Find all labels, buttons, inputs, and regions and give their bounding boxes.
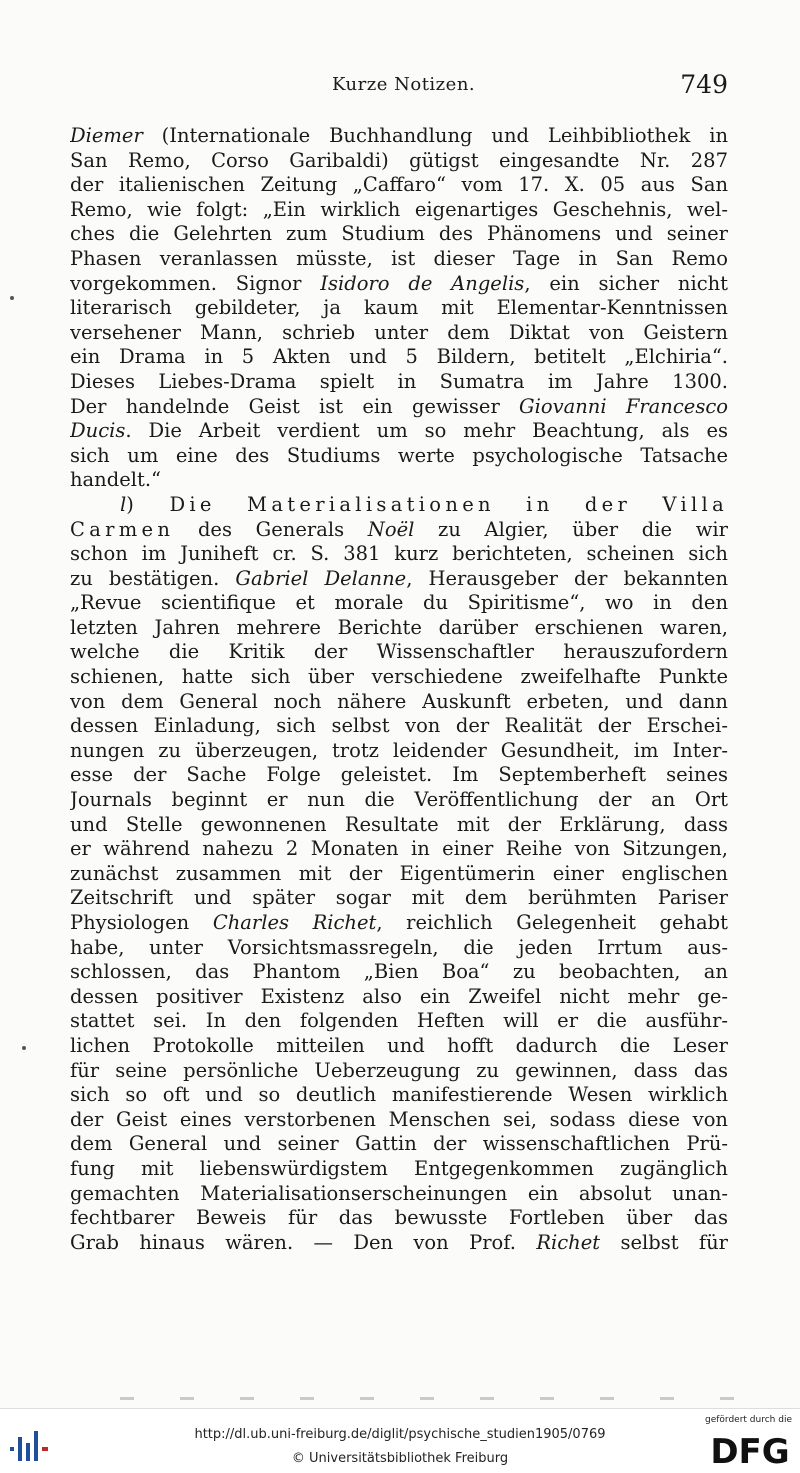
margin-speck: [10, 296, 14, 300]
text-line: handelt.“: [70, 468, 162, 492]
permalink-url[interactable]: http://dl.ub.uni-freiburg.de/diglit/psychische_studien1905/0769: [194, 1427, 606, 1442]
text-line: der italienischen Zeitung „Caffaro“ vom 17. X. 05 aus San: [70, 173, 728, 197]
text-line: Der handelnde Geist ist ein gewisser Giovanni Francesco: [70, 394, 728, 418]
text-line: dessen Einladung, sich selbst von der Realität der Erschei-: [70, 714, 728, 738]
dfg-tagline: gefördert durch die: [705, 1415, 792, 1425]
text-line: esse der Sache Folge geleistet. Im Septemberheft seines: [70, 763, 728, 787]
text-line: Phasen veranlassen müsste, ist dieser Tage in San Remo: [70, 246, 728, 270]
text-line: ches die Gelehrten zum Studium des Phänomens und seiner: [70, 222, 728, 246]
person-name: Giovanni Francesco: [519, 394, 728, 418]
person-name: Isidoro de Angelis: [320, 271, 525, 295]
text-line: lichen Protokolle mitteilen und hofft dadurch die Leser: [70, 1033, 728, 1057]
text-line: habe, unter Vorsichtsmassregeln, die jeden Irrtum aus-: [70, 935, 728, 959]
text-line: vorgekommen. Signor Isidoro de Angelis, ein sicher nicht: [70, 271, 728, 295]
text-line: fechtbarer Beweis für das bewusste Fortleben über das: [70, 1206, 728, 1230]
running-head: [0, 70, 800, 104]
text-line: Diemer (Internationale Buchhandlung und Leihbibliothek in: [70, 124, 728, 147]
page-number: 749: [680, 70, 728, 99]
text-line: fung mit liebenswürdigstem Entgegenkommen zugänglich: [70, 1156, 728, 1180]
body-text: [70, 124, 728, 1255]
text-line: Physiologen Charles Richet, reichlich Gelegenheit gehabt: [70, 911, 728, 934]
text-line: „Revue scientifique et morale du Spiritisme“, wo in den: [70, 591, 728, 615]
person-name: Charles Richet: [212, 911, 377, 934]
text-line: Dieses Liebes-Drama spielt in Sumatra im Jahre 1300.: [70, 369, 728, 393]
text-line: Grab hinaus wären. — Den von Prof. Richet selbst für: [70, 1230, 728, 1254]
text-line: welche die Kritik der Wissenschaftler herauszufordern: [70, 640, 728, 664]
person-name: Diemer: [70, 124, 143, 147]
text-line: schlossen, das Phantom „Bien Boa“ zu beobachten, an: [70, 960, 728, 984]
dfg-funding-badge: [704, 1415, 792, 1471]
text-line: sich um eine des Studiums werte psychologische Tatsache: [70, 443, 728, 467]
text-line: San Remo, Corso Garibaldi) gütigst eingesandte Nr. 287: [70, 148, 728, 172]
text-line: ein Drama in 5 Akten und 5 Bildern, betitelt „Elchiria“.: [70, 345, 728, 369]
text-line: Zeitschrift und später sogar mit dem berühmten Pariser: [70, 886, 728, 910]
text-line: nungen zu überzeugen, trotz leidender Gesundheit, im Inter-: [70, 738, 728, 762]
text-line: und Stelle gewonnenen Resultate mit der Erklärung, dass: [70, 812, 728, 836]
viewer-footer: [0, 1408, 800, 1473]
person-name: Noël: [367, 517, 415, 541]
text-line: literarisch gebildeter, ja kaum mit Elementar-Kenntnissen: [70, 296, 728, 320]
text-line: Remo, wie folgt: „Ein wirklich eigenartiges Geschehnis, wel-: [70, 197, 728, 221]
text-line: Carmen des Generals Noël zu Algier, über die wir: [70, 517, 728, 541]
text-line: der Geist eines verstorbenen Menschen sei, sodass diese von: [70, 1107, 728, 1131]
next-line-fragment: [120, 1397, 760, 1400]
text-line: gemachten Materialisationserscheinungen ein absolut unan-: [70, 1181, 728, 1205]
person-name: Richet: [536, 1230, 601, 1254]
margin-speck: [22, 1046, 26, 1050]
text-line: für seine persönliche Ueberzeugung zu gewinnen, dass das: [70, 1058, 728, 1082]
text-line: schon im Juniheft cr. S. 381 kurz berichteten, scheinen sich: [70, 542, 728, 566]
dfg-logo-icon: [708, 1430, 792, 1468]
text-line: sich so oft und so deutlich manifestierende Wesen wirklich: [70, 1083, 728, 1107]
text-line: zunächst zusammen mit der Eigentümerin einer englischen: [70, 861, 728, 885]
running-title: Kurze Notizen.: [332, 74, 476, 95]
text-line: Ducis. Die Arbeit verdient um so mehr Beachtung, als es: [70, 419, 728, 443]
text-line: zu bestätigen. Gabriel Delanne, Herausgeber der bekannten: [70, 566, 728, 590]
text-line: schienen, hatte sich über verschiedene zweifelhafte Punkte: [70, 665, 728, 689]
text-line: versehener Mann, schrieb unter dem Diktat von Geistern: [70, 320, 728, 344]
text-line: dessen positiver Existenz also ein Zweifel nicht mehr ge-: [70, 984, 728, 1008]
text-line: dem General und seiner Gattin der wissenschaftlichen Prü-: [70, 1132, 728, 1156]
person-name: Ducis: [70, 419, 126, 443]
dfg-logo-text: DFG: [710, 1432, 790, 1468]
section-letter: l: [120, 492, 127, 516]
text-line: von dem General noch nähere Auskunft erbeten, und dann: [70, 689, 728, 713]
text-line: er während nahezu 2 Monaten in einer Reihe von Sitzungen,: [70, 837, 728, 861]
section-heading-line: l) Die Materialisationen in der Villa: [120, 492, 728, 516]
text-line: Journals beginnt er nun die Veröffentlichung der an Ort: [70, 788, 728, 812]
copyright-notice: © Universitätsbibliothek Freiburg: [291, 1451, 509, 1466]
person-name: Gabriel Delanne: [235, 566, 407, 590]
text-line: letzten Jahren mehrere Berichte darüber erschienen waren,: [70, 615, 728, 639]
text-line: stattet sei. In den folgenden Heften will er die ausführ-: [70, 1009, 728, 1033]
